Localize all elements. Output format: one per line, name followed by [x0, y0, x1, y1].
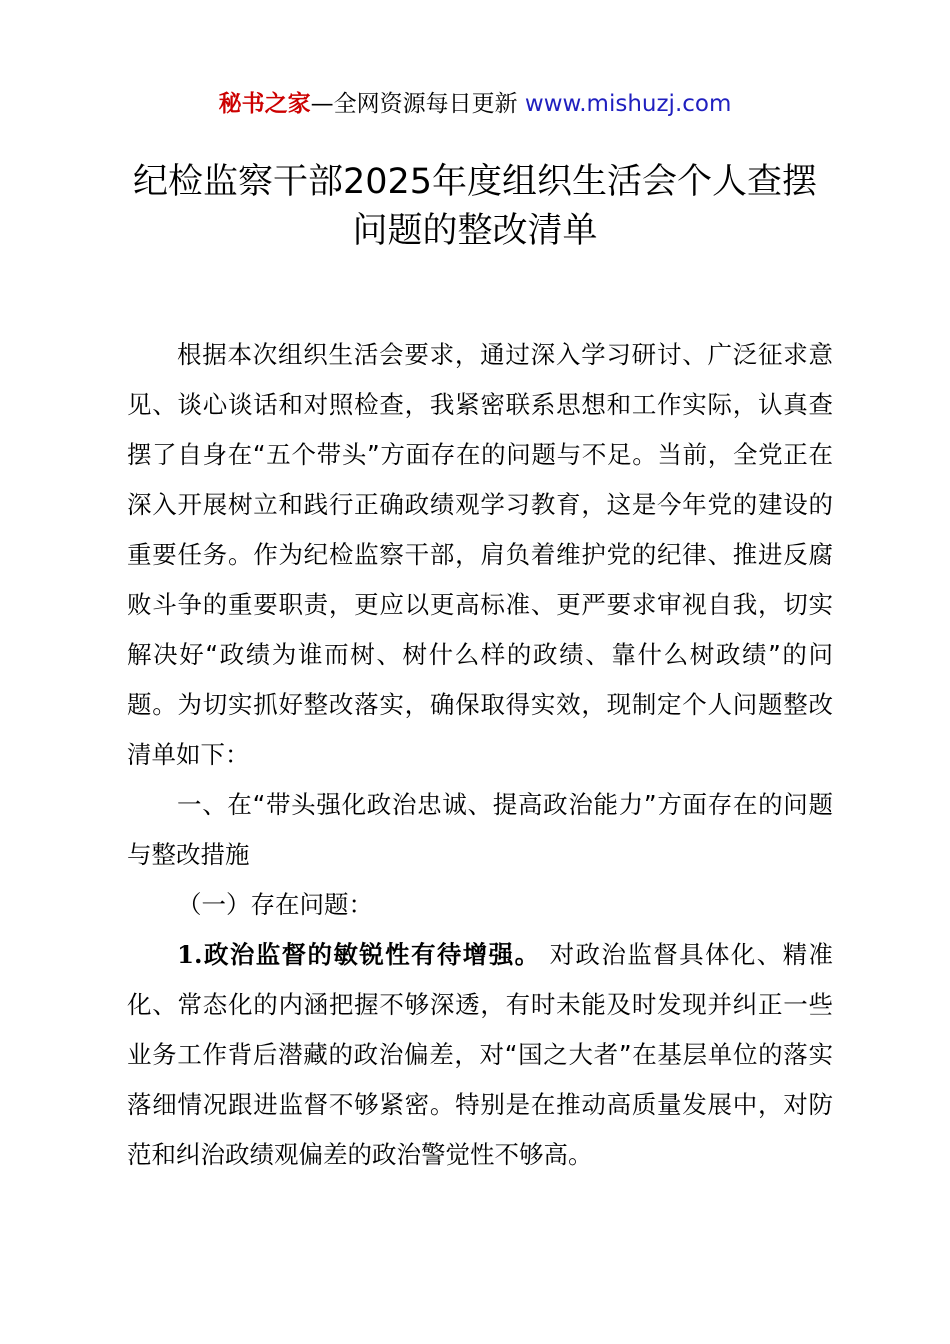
- section-1-heading: 一、在“带头强化政治忠诚、提高政治能力”方面存在的问题与整改措施: [127, 790, 833, 869]
- document-title: [60, 158, 890, 256]
- site-header: [0, 88, 950, 120]
- brand-name: 秘书之家: [218, 91, 311, 117]
- title-line-1: 纪检监察干部2025年度组织生活会个人查摆: [132, 162, 818, 202]
- site-url-link[interactable]: www.mishuzj.com: [524, 91, 732, 117]
- subsection-1-heading: （一）存在问题：: [177, 890, 373, 919]
- intro-paragraph: 根据本次组织生活会要求，通过深入学习研讨、广泛征求意见、谈心谈话和对照检查，我紧密联系思想和工作实际，认真查摆了自身在“五个带头”方面存在的问题与不足。当前，全党正在深入开展树立和践行正确政绩观学习教育，这是今年党的建设的重要任务。作为纪检监察干部，肩负着维护党的纪律、推进反腐败斗争的重要职责，更应以更高标准、更严要求审视自我，切实解决好“政绩为谁而树、树什么样的政绩、靠什么树政绩”的问题。为切实抓好整改落实，确保取得实效，现制定个人问题整改清单如下：: [127, 340, 833, 769]
- document-body: [127, 330, 833, 1180]
- problem-item-1: [127, 930, 833, 1180]
- problem-item-1-lead: 1.政治监督的敏锐性有待增强。: [177, 940, 541, 969]
- header-tagline: —全网资源每日更新: [310, 91, 518, 117]
- title-line-2: 问题的整改清单: [352, 211, 598, 251]
- problem-item-1-text: 对政治监督具体化、精准化、常态化的内涵把握不够深透，有时未能及时发现并纠正一些业务工作背后潜藏的政治偏差，对“国之大者”在基层单位的落实落细情况跟进监督不够紧密。特别是在推动高质量发展中，对防范和纠治政绩观偏差的政治警觉性不够高。: [127, 940, 834, 1169]
